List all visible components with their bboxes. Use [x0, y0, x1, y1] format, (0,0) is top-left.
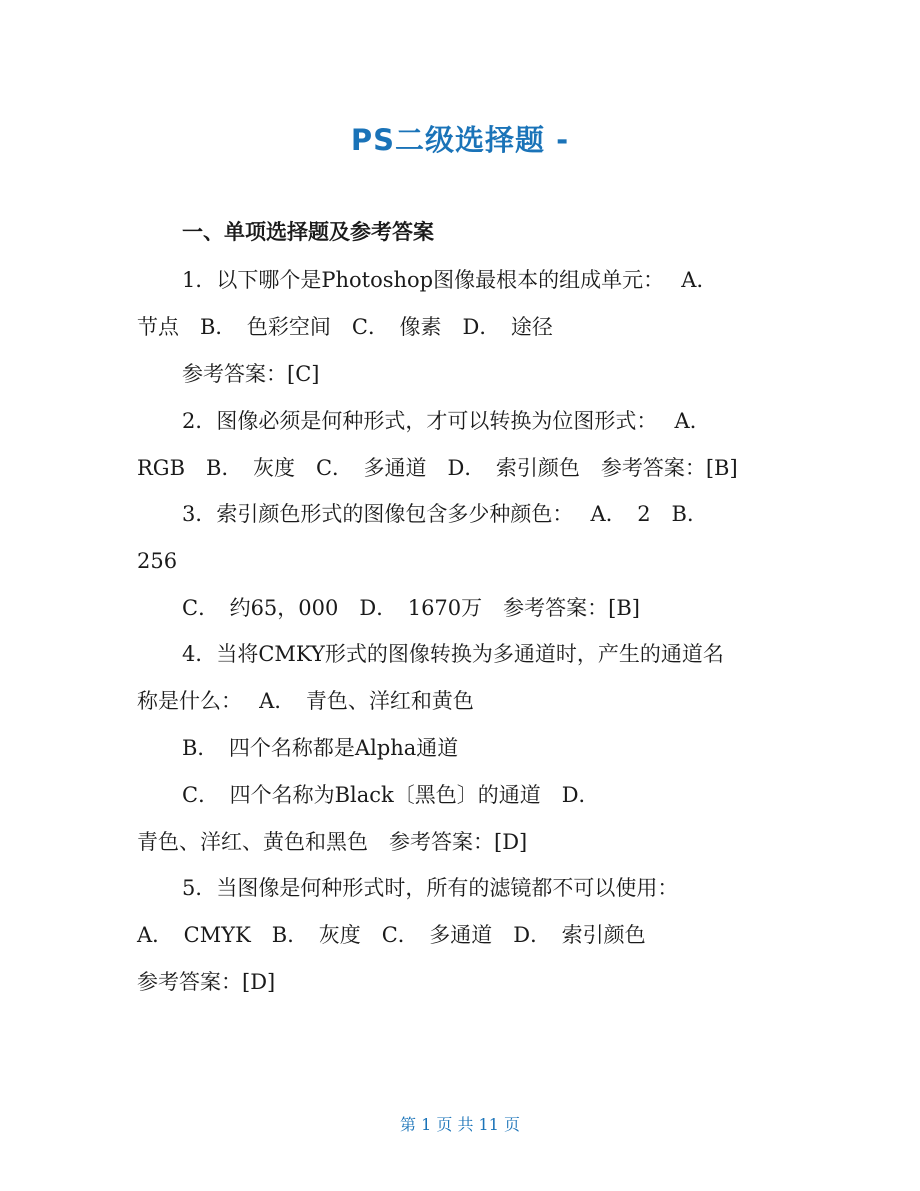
question-3-option-b: 256: [137, 549, 178, 573]
document-title: PS二级选择题 -: [350, 123, 570, 157]
section-heading: 一、单项选择题及参考答案: [182, 219, 434, 244]
question-5-stem: 5．当图像是何种形式时，所有的滤镜都不可以使用：: [182, 876, 679, 900]
question-4-option-b: B． 四个名称都是Alpha通道: [182, 736, 459, 760]
question-1-options: 节点 B． 色彩空间 C． 像素 D． 途径: [137, 315, 553, 339]
question-4-option-d-answer: 青色、洋红、黄色和黑色 参考答案：[D]: [137, 830, 528, 854]
question-4-stem: 4．当将CMKY形式的图像转换为多通道时，产生的通道名: [182, 642, 724, 666]
question-4-option-a: 称是什么： A． 青色、洋红和黄色: [137, 689, 474, 713]
question-4-option-c: C． 四个名称为Black〔黑色〕的通道 D．: [182, 783, 600, 807]
question-3-stem: 3．索引颜色形式的图像包含多少种颜色： A． 2 B．: [182, 502, 708, 526]
question-3-options-answer: C． 约65，000 D． 1670万 参考答案：[B]: [182, 596, 640, 620]
question-5-answer: 参考答案：[D]: [137, 970, 276, 994]
page-number-footer: 第 1 页 共 11 页: [400, 1115, 520, 1134]
question-5-options: A． CMYK B． 灰度 C． 多通道 D． 索引颜色: [137, 923, 646, 947]
question-2-stem: 2．图像必须是何种形式，才可以转换为位图形式： A．: [182, 409, 711, 433]
question-1-answer: 参考答案：[C]: [182, 362, 320, 386]
question-2-options-answer: RGB B． 灰度 C． 多通道 D． 索引颜色 参考答案：[B]: [137, 456, 738, 480]
question-1-stem: 1．以下哪个是Photoshop图像最根本的组成单元： A．: [182, 268, 718, 292]
